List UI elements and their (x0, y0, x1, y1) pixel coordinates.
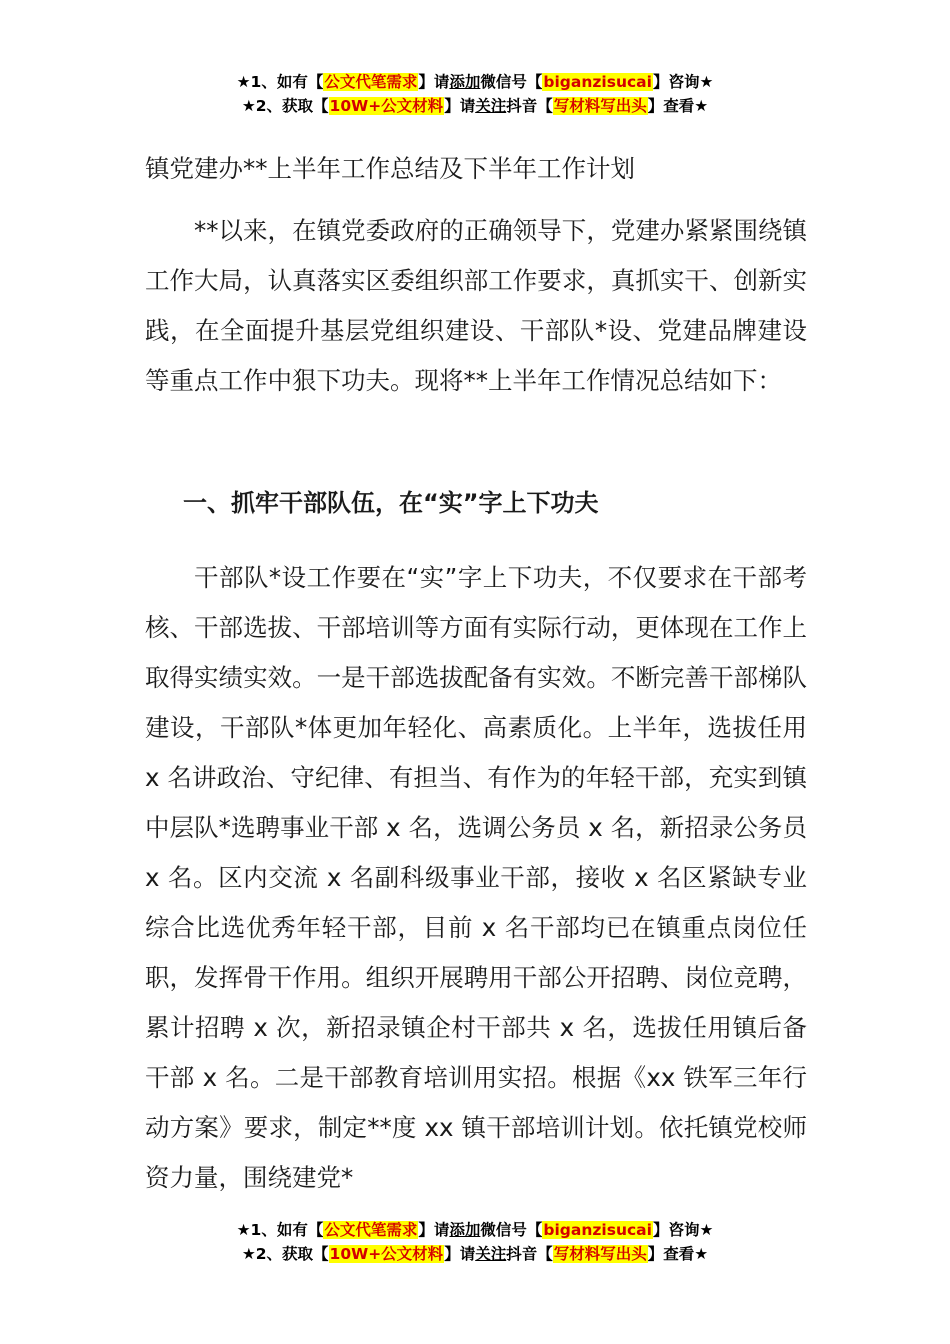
banner-text: 】请 (418, 73, 450, 91)
highlight-douyin-id: 写材料写出头 (553, 1245, 647, 1263)
highlight-service: 公文代笔需求 (324, 1221, 418, 1239)
banner-text: 】咨询★ (652, 73, 714, 91)
highlight-materials: 10W+公文材料 (329, 1245, 444, 1263)
banner-text: 】请 (444, 1245, 476, 1263)
highlight-wechat-id: biganzisucai (543, 1221, 652, 1239)
banner-text: 抖音【 (506, 97, 553, 115)
paragraph-section-1: 干部队*设工作要在“实”字上下功夫，不仅要求在干部考核、干部选拔、干部培训等方面有实际行动，更体现在工作上取得实绩实效。一是干部选拔配备有实效。不断完善干部梯队建设，干部队*体更加年轻化、高素质化。上半年，选拔任用 x 名讲政治、守纪律、有担当、有作为的年轻干部，充实到镇中层队*选聘事业干部 x 名，选调公务员 x 名，新招录公务员 x 名。区内交流 x 名副科级事业干部，接收 x 名区紧缺专业综合比选优秀年轻干部，目前 x 名干部均已在镇重点岗位任职，发挥骨干作用。组织开展聘用干部公开招聘、岗位竞聘，累计招聘 x 次，新招录镇企村干部共 x 名，选拔任用镇后备干部 x 名。二是干部教育培训用实招。根据《xx 铁军三年行动方案》要求，制定**度 xx 镇干部培训计划。依托镇党校师资力量，围绕建党* (145, 563, 807, 1192)
banner-line-2 (0, 1242, 950, 1266)
banner-text: 】咨询★ (652, 1221, 714, 1239)
banner-text: 】查看★ (647, 1245, 709, 1263)
footer-banner (0, 1218, 950, 1266)
banner-line-1 (0, 70, 950, 94)
header-banner (0, 70, 950, 118)
banner-text: ★2、获取【 (241, 97, 329, 115)
banner-text: ★1、如有【 (236, 73, 324, 91)
banner-text: 】请 (444, 97, 476, 115)
banner-text: 微信号【 (480, 1221, 543, 1239)
banner-text: 微信号【 (480, 73, 543, 91)
document-title: 镇党建办**上半年工作总结及下半年工作计划 (145, 154, 635, 183)
highlight-service: 公文代笔需求 (324, 73, 418, 91)
banner-line-1 (0, 1218, 950, 1242)
banner-line-2 (0, 94, 950, 118)
banner-emphasis: 关注 (475, 1245, 507, 1263)
banner-emphasis: 添加 (449, 1221, 481, 1239)
banner-emphasis: 关注 (475, 97, 507, 115)
banner-emphasis: 添加 (449, 73, 481, 91)
paragraph-intro: **以来，在镇党委政府的正确领导下，党建办紧紧围绕镇工作大局，认真落实区委组织部工作要求，真抓实干、创新实践，在全面提升基层党组织建设、干部队*设、党建品牌建设等重点工作中狠下功夫。现将**上半年工作情况总结如下： (145, 216, 807, 395)
banner-text: 抖音【 (506, 1245, 553, 1263)
banner-text: ★2、获取【 (241, 1245, 329, 1263)
banner-text: 】查看★ (647, 97, 709, 115)
highlight-wechat-id: biganzisucai (543, 73, 652, 91)
highlight-douyin-id: 写材料写出头 (553, 97, 647, 115)
highlight-materials: 10W+公文材料 (329, 97, 444, 115)
banner-text: 】请 (418, 1221, 450, 1239)
banner-text: ★1、如有【 (236, 1221, 324, 1239)
section-heading-1: 一、抓牢干部队伍，在“实”字上下功夫 (183, 489, 599, 517)
